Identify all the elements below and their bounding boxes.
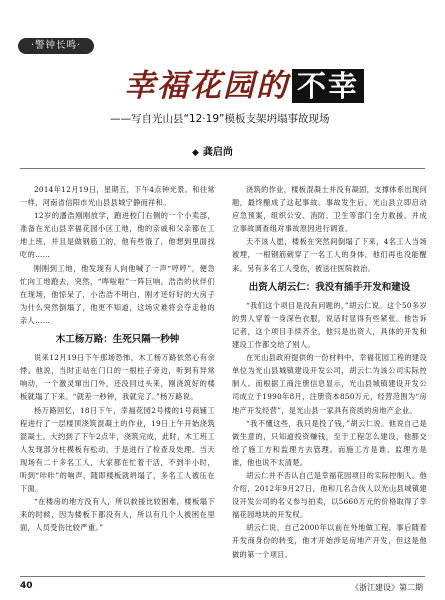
paragraph: 胡云仁说，自己2000年以前在外地做工程，事后随着开发商身份的转变，他才开始涉足房地产开发，但这是他做的第一个项目。 [232, 523, 427, 559]
article-subtitle: ——写自光山县“12·19”模板支架坍塌事故现场 [110, 113, 330, 125]
article-title [94, 60, 394, 105]
title-main: 幸福花园的 [123, 68, 289, 104]
paragraph: 在光山县政府提供的一份材料中，幸福花园工程的建设单位为光山县城镇建设开发公司，胡云仁为该公司实际控制人。而根据工商注册信息显示，光山县城镇建设开发公司成立于1990年8月，注册资本850万元，经营范围为“房地产开发经营”，是光山县一家具有资质的房地产企业。 [232, 353, 427, 415]
journal-name: 《浙江建设》第二期 [351, 583, 423, 592]
paragraph: 12岁的潘浩刚刚放学，跑进校门右侧的一个小卖部，准备在光山县幸福花园小区工地，他的亲戚和父亲都在工地上班，并且是做钢筋工的，他有些饿了，他想到里面找吃的…… [20, 211, 215, 260]
author-name: 龚启尚 [202, 147, 233, 158]
title-highlight: 不幸 [292, 69, 364, 103]
top-divider [20, 168, 425, 169]
diamond-icon: ◆ [192, 148, 199, 158]
right-column [232, 183, 427, 561]
paragraph: 天不该人愿，楼板在突然间倒塌了下来，4名工人当场被埋，一根钢筋刺穿了一名工人的身体，他们再也没能醒来。另有多名工人受伤，被送往医院救治。 [232, 237, 427, 273]
paragraph: 胡云仁并不否认自己是幸福花园项目的实际控制人。他介绍，2012年9月27日，他和几名合伙人以光山县城镇建设开发公司的名义参与拍卖，以5660万元的价格取得了幸福花园地块的开发权。 [232, 470, 427, 520]
section-heading: 出资人胡云仁：我没有插手开发和建设 [248, 281, 411, 293]
section-heading: 木工杨万路：生死只隔一秒钟 [55, 334, 180, 346]
paragraph: 2014年12月19日，星期五，下午4点钟光景。和往常一样，河南省信阳市光山县县城宁静而祥和。 [20, 185, 215, 208]
byline [192, 143, 233, 158]
paragraph: “在楼房的地方没有人，所以救援比较困难，楼板塌下来的时候，因为楼板下都没有人，所以有几个人被困在里面，人员受伤比较严重。” [20, 497, 215, 533]
section-tab: ·警钟长鸣· [18, 38, 94, 54]
paragraph: 浇筑的作业，楼板混凝土并没有凝固，支撑体系出现问题，最终酿成了这起事故。事故发生后，光山县立即启动应急预案，组织公安、消防、卫生等部门全力救援，并成立事故调查组对事故原因进行调查。 [232, 185, 427, 234]
page-number: 40 [20, 581, 33, 591]
paragraph: 说来12月19日下午那场恐怖，木工杨万路依然心有余悸。他说，当时正站在门口的一根柱子旁边，听到有异常响动，一个激灵窜出门外，还没回过头来，刚浇筑好的楼板就塌了下来。“就差一秒钟，我就完了。”杨万路说。 [20, 353, 215, 402]
left-column [20, 183, 215, 534]
paragraph: 杨万路回忆，18日下午，幸福花园2号楼的1号商铺工程进行了一层楼顶浇筑混凝土的作业，19日上午开始浇筑混凝土。大约到了下午2点半，浇筑完成，此时，木工班工人发现部分柱模板有松动，于是进行了检查及处理。当天现场有二十多名工人，大家都在忙着干活，不到半小时，听到“咔咔”的响声，随即楼板就坍塌了，多名工人被压在下面。 [20, 405, 215, 494]
paragraph: “我们这个项目是没有问题的，”胡云仁说。这个50多岁的男人穿着一身深色衣服，说话时显得有些紧张。他告诉记者，这个项目手续齐全，他只是出资人，具体的开发和建设工作都交给了别人。 [232, 300, 427, 350]
bottom-divider [20, 576, 425, 577]
paragraph: “我不懂这些，我只是投了钱，”胡云仁说。他说自己是做生意的，只知道投资赚钱，至于工程怎么建设，他都交给了施工方和监理方去管理。而施工方是谁、监理方是谁，他也说不太清楚。 [232, 418, 427, 467]
paragraph: 刚刚到工地，他发现有人向他喊了一声“哼哼”，便急忙向工地跑去，突然，“哗啦啦”一阵巨响，浩浩的伙伴们在现场，他惊呆了，小浩浩不明白，刚才还好好的大房子为什么突然倒塌了，他更不知道，这场灾难将会夺走他的亲人…… [20, 263, 215, 325]
